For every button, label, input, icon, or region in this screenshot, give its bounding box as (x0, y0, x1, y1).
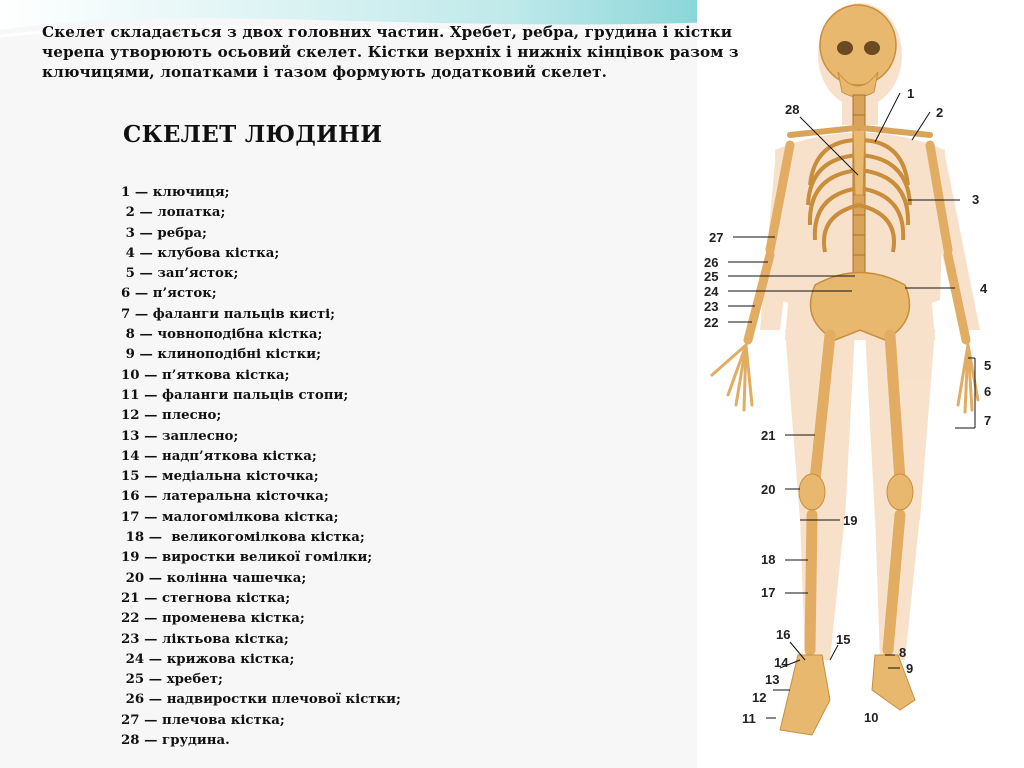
callout-4: 4 (980, 281, 988, 296)
knees (799, 474, 913, 510)
legend-item: 13 — заплесно; (121, 428, 239, 444)
callout-16: 16 (776, 627, 791, 642)
callout-14: 14 (774, 655, 789, 670)
callout-11: 11 (742, 711, 756, 726)
callout-27: 27 (709, 230, 724, 245)
legend-item: 22 — променева кістка; (121, 611, 305, 627)
slide-title: СКЕЛЕТ ЛЮДИНИ (123, 121, 383, 148)
callout-19: 19 (843, 513, 858, 528)
legend-item: 7 — фаланги пальців кисті; (121, 306, 336, 322)
callout-3: 3 (972, 192, 980, 207)
skeleton-figure-panel (697, 0, 1024, 768)
legend-item: 28 — грудина. (121, 733, 230, 749)
callout-17: 17 (761, 585, 776, 600)
callout-25: 25 (704, 269, 719, 284)
callout-2: 2 (936, 105, 944, 120)
legend-item: 1 — ключиця; (121, 185, 230, 200)
sternum (853, 130, 865, 195)
legend-item: 14 — надп’яткова кістка; (121, 448, 317, 464)
legend-item: 6 — п’ясток; (121, 286, 217, 302)
legend-item: 18 — великогомілкова кістка; (121, 530, 365, 546)
legend-item: 12 — плесно; (121, 408, 222, 424)
legend-item: 16 — латеральна кісточка; (121, 489, 329, 505)
legend-item: 11 — фаланги пальців стопи; (121, 387, 349, 403)
callout-28: 28 (785, 102, 800, 117)
callout-13: 13 (765, 672, 780, 687)
legend-item: 8 — човноподібна кістка; (121, 327, 323, 343)
callout-21: 21 (761, 428, 776, 443)
skeleton-illustration (697, 0, 1024, 768)
legend-item: 10 — п’яткова кістка; (121, 367, 290, 383)
feet (780, 655, 915, 735)
intro-paragraph: Скелет складається з двох головних частин. Хребет, ребра, грудина і кістки черепа утворюють осьовий скелет. Кістки верхніх і нижніх кінцівок разом з ключицями, лопатками і тазом формують додатковий скелет. (42, 23, 739, 81)
pelvis (811, 273, 910, 341)
callout-23: 23 (704, 299, 719, 314)
legend-item: 19 — виростки великої гомілки; (121, 550, 373, 566)
callout-24: 24 (704, 284, 719, 299)
legend-item: 9 — клиноподібні кістки; (121, 347, 322, 363)
legend-item: 15 — медіальна кісточка; (121, 469, 319, 485)
callout-7: 7 (984, 413, 992, 428)
callout-1: 1 (907, 86, 915, 101)
callout-12: 12 (752, 690, 767, 705)
callout-10: 10 (864, 710, 879, 725)
legend-item: 4 — клубова кістка; (121, 245, 280, 261)
legend-item: 3 — ребра; (121, 225, 207, 241)
legend-item: 24 — крижова кістка; (121, 651, 295, 667)
callout-15: 15 (836, 632, 851, 647)
callout-6: 6 (984, 384, 992, 399)
legend-item: 23 — ліктьова кістка; (121, 631, 289, 647)
callout-20: 20 (761, 482, 776, 497)
callout-8: 8 (899, 645, 907, 660)
legend-item: 2 — лопатка; (121, 205, 226, 221)
callout-9: 9 (906, 661, 914, 676)
legend-item: 27 — плечова кістка; (121, 712, 285, 728)
callout-22: 22 (704, 315, 719, 330)
legend-item: 21 — стегнова кістка; (121, 590, 291, 606)
legend-item: 5 — зап’ясток; (121, 266, 239, 282)
callout-18: 18 (761, 552, 776, 567)
legend-item: 20 — колінна чашечка; (121, 570, 307, 586)
bone-legend-list (121, 183, 401, 751)
callout-26: 26 (704, 255, 719, 270)
callout-5: 5 (984, 358, 992, 373)
legend-item: 25 — хребет; (121, 672, 223, 688)
legend-item: 17 — малогомілкова кістка; (121, 509, 339, 525)
legend-item: 26 — надвиростки плечової кістки; (121, 692, 401, 708)
